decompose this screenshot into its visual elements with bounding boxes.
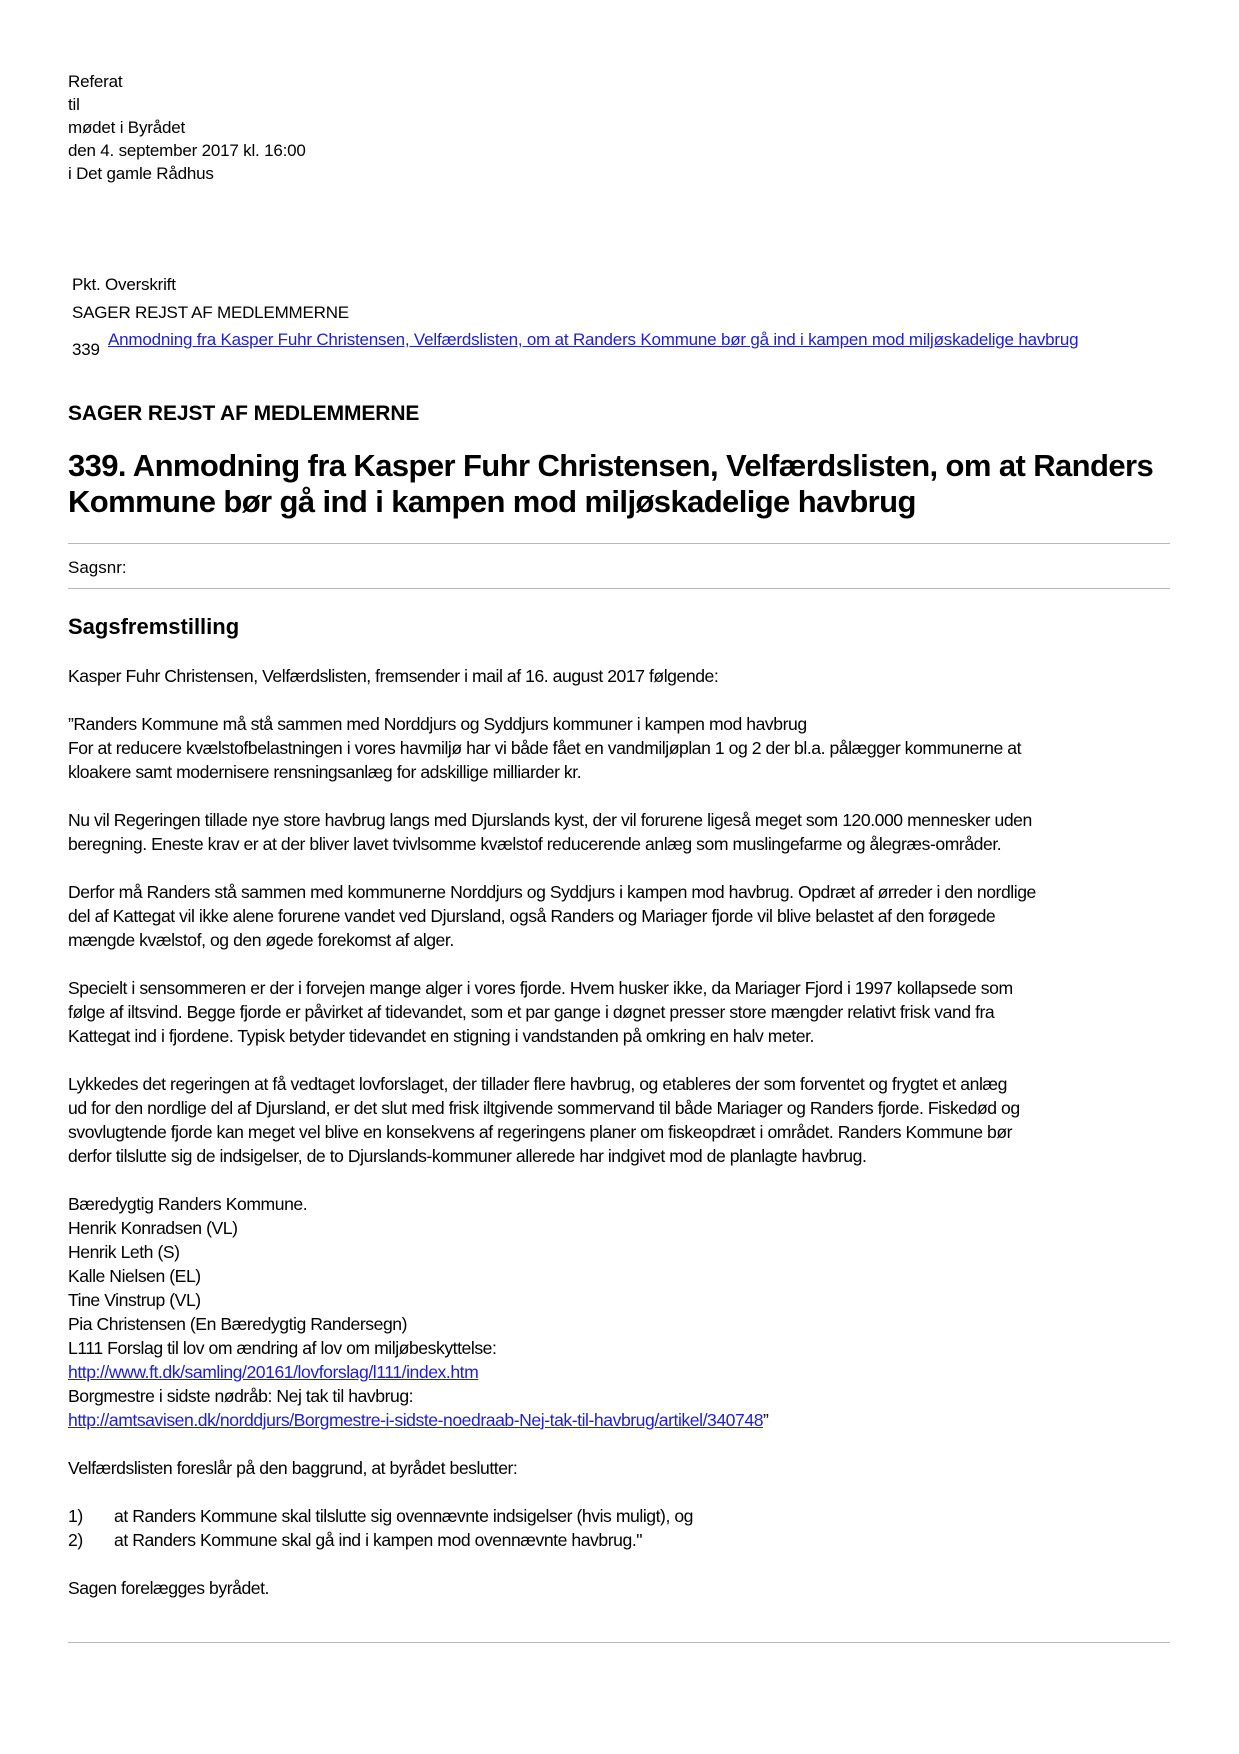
signatures-block — [68, 1192, 1178, 1432]
text-line: ”Randers Kommune må stå sammen med Norddjurs og Syddjurs kommuner i kampen mod havbrug — [68, 714, 807, 734]
signature-line: L111 Forslag til lov om ændring af lov om miljøbeskyttelse: — [68, 1338, 497, 1358]
text-line: derfor tilslutte sig de indsigelser, de to Djurslands-kommuner allerede har indgivet mod de planlagte havbrug. — [68, 1146, 867, 1166]
divider — [68, 588, 1170, 589]
signature-line: Henrik Konradsen (VL) — [68, 1218, 238, 1238]
header-line: Referat — [68, 72, 123, 91]
text-line: Kattegat ind i fjordene. Typisk betyder tidevandet en stigning i vandstanden på omkring en halv meter. — [68, 1026, 814, 1046]
quote-paragraph — [68, 808, 1178, 856]
list-text: at Randers Kommune skal gå ind i kampen mod ovennævnte havbrug." — [114, 1530, 643, 1550]
header-line: den 4. september 2017 kl. 16:00 — [68, 141, 306, 160]
closing-paragraph: Sagen forelægges byrådet. — [68, 1578, 269, 1598]
case-number-label: Sagsnr: — [68, 558, 127, 577]
toc-section: SAGER REJST AF MEDLEMMERNE — [72, 303, 349, 322]
text-line: Specielt i sensommeren er der i forvejen mange alger i vores fjorde. Hvem husker ikke, da Mariager Fjord i 1997 kollapsede som — [68, 978, 1013, 998]
amtsavisen-link[interactable]: http://amtsavisen.dk/norddjurs/Borgmestre-i-sidste-noedraab-Nej-tak-til-havbrug/artikel/340748 — [68, 1410, 764, 1430]
toc-column-heading: Pkt. Overskrift — [72, 275, 176, 294]
quote-paragraph — [68, 712, 1178, 784]
text-line: del af Kattegat vil ikke alene forurene vandet ved Djursland, også Randers og Mariager fjorde vil blive belastet af den forøgede — [68, 906, 996, 926]
list-item — [68, 1504, 1178, 1528]
text-line: beregning. Eneste krav er at der bliver lavet tvivlsomme kvælstof reducerende anlæg som muslingefarme og ålegræs-områder. — [68, 834, 1002, 854]
header-line: i Det gamle Rådhus — [68, 164, 214, 183]
quote-paragraph — [68, 976, 1178, 1048]
text-line: Derfor må Randers stå sammen med kommunerne Norddjurs og Syddjurs i kampen mod havbrug. Opdræt af ørreder i den nordlige — [68, 882, 1036, 902]
list-number: 2) — [68, 1530, 83, 1550]
proposal-list — [68, 1504, 1178, 1552]
signature-line: Henrik Leth (S) — [68, 1242, 180, 1262]
text-line: svovlugtende fjorde kan meget vel blive en konsekvens af regeringens planer om fiskeopdræt i området. Randers Kommune bør — [68, 1122, 1013, 1142]
case-presentation-heading: Sagsfremstilling — [68, 614, 240, 639]
text-line: For at reducere kvælstofbelastningen i vores havmiljø har vi både fået en vandmiljøplan 1 og 2 der bl.a. pålægger kommunerne at — [68, 738, 1022, 758]
header-line: til — [68, 95, 80, 114]
toc-item-number: 339 — [72, 340, 100, 359]
meeting-header — [68, 70, 306, 185]
closing-quote: ” — [763, 1410, 769, 1430]
list-number: 1) — [68, 1506, 83, 1526]
quote-paragraph — [68, 880, 1178, 952]
case-body — [68, 664, 1178, 1624]
text-line: mængde kvælstof, og den øgede forekomst af alger. — [68, 930, 454, 950]
text-line: ud for den nordlige del af Djursland, er det slut med frisk iltgivende sommervand til både Mariager og Randers fjorde. Fiskedød og — [68, 1098, 1020, 1118]
signature-line: Kalle Nielsen (EL) — [68, 1266, 201, 1286]
text-line: Nu vil Regeringen tillade nye store havbrug langs med Djurslands kyst, der vil forurene ligeså meget som 120.000 mennesker uden — [68, 810, 1032, 830]
case-title: 339. Anmodning fra Kasper Fuhr Christensen, Velfærdslisten, om at Randers Kommune bør gå ind i kampen mod miljøskadelige havbrug — [68, 448, 1154, 519]
text-line: kloakere samt modernisere rensningsanlæg for adskillige milliarder kr. — [68, 762, 582, 782]
text-line: Borgmestre i sidste nødråb: Nej tak til havbrug: — [68, 1386, 414, 1406]
section-heading: SAGER REJST AF MEDLEMMERNE — [68, 402, 420, 425]
list-item — [68, 1528, 1178, 1552]
text-line: følge af iltsvind. Begge fjorde er påvirket af tidevandet, som et par gange i døgnet presser store mængder relativt frisk vand fra — [68, 1002, 995, 1022]
signature-line: Pia Christensen (En Bæredygtig Randersegn) — [68, 1314, 408, 1334]
list-text: at Randers Kommune skal tilslutte sig ovennævnte indsigelser (hvis muligt), og — [114, 1506, 694, 1526]
quote-paragraph — [68, 1072, 1178, 1168]
signature-line: Tine Vinstrup (VL) — [68, 1290, 201, 1310]
ft-link[interactable]: http://www.ft.dk/samling/20161/lovforslag/l111/index.htm — [68, 1362, 479, 1382]
divider — [68, 1642, 1170, 1643]
intro-paragraph: Kasper Fuhr Christensen, Velfærdslisten, fremsender i mail af 16. august 2017 følgende: — [68, 666, 719, 686]
signature-line: Bæredygtig Randers Kommune. — [68, 1194, 308, 1214]
toc-item-link[interactable]: Anmodning fra Kasper Fuhr Christensen, Velfærdslisten, om at Randers Kommune bør gå ind i kampen mod miljøskadelige havbrug — [108, 330, 1079, 349]
proposal-intro: Velfærdslisten foreslår på den baggrund, at byrådet beslutter: — [68, 1458, 518, 1478]
text-line: Lykkedes det regeringen at få vedtaget lovforslaget, der tillader flere havbrug, og etableres der som forventet og frygtet et anlæg — [68, 1074, 1007, 1094]
divider — [68, 543, 1170, 544]
header-line: mødet i Byrådet — [68, 118, 185, 137]
